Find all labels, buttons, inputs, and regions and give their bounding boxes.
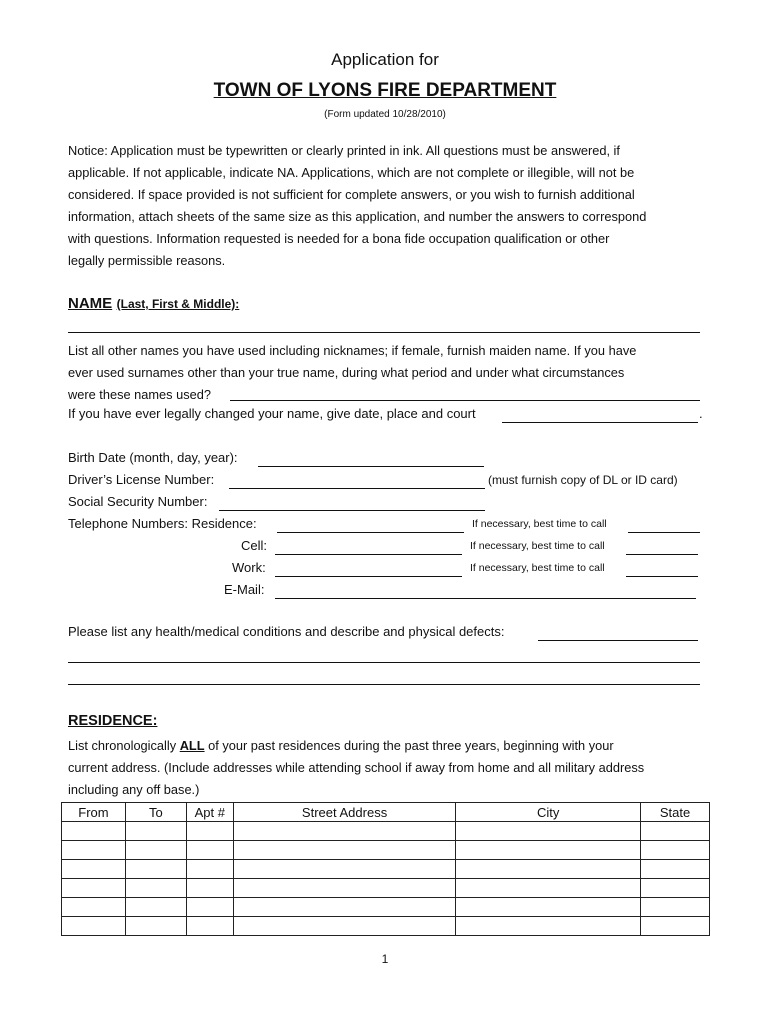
table-cell[interactable] <box>456 822 641 841</box>
column-header-apt: Apt # <box>186 803 233 822</box>
birth-date-label: Birth Date (month, day, year): <box>68 450 238 465</box>
ssn-label: Social Security Number: <box>68 494 208 509</box>
health-label: Please list any health/medical conditions and describe and physical defects: <box>68 624 505 639</box>
table-cell[interactable] <box>641 860 710 879</box>
pretitle: Application for <box>331 50 439 69</box>
dl-note: (must furnish copy of DL or ID card) <box>488 473 678 487</box>
health-line-3[interactable] <box>68 684 700 685</box>
notice-line: applicable. If not applicable, indicate NA. Applications, which are not complete or illegible, will not be <box>68 165 635 180</box>
ssn-field[interactable] <box>219 510 485 511</box>
residence-table <box>61 802 710 936</box>
table-cell[interactable] <box>186 860 233 879</box>
cell-best-time-field[interactable] <box>626 554 698 555</box>
table-cell[interactable] <box>641 822 710 841</box>
table-row <box>62 898 710 917</box>
intro-text: of your past residences during the past three years, beginning with your <box>204 738 614 753</box>
drivers-license-label: Driver’s License Number: <box>68 472 215 487</box>
table-cell[interactable] <box>456 898 641 917</box>
table-cell[interactable] <box>125 917 186 936</box>
table-cell[interactable] <box>233 822 456 841</box>
work-best-time-field[interactable] <box>626 576 698 577</box>
table-cell[interactable] <box>186 917 233 936</box>
intro-emphasis: ALL <box>179 738 205 753</box>
residence-intro-line: current address. (Include addresses while attending school if away from home and all military address <box>68 760 645 775</box>
table-cell[interactable] <box>641 841 710 860</box>
table-cell[interactable] <box>125 822 186 841</box>
health-line-2[interactable] <box>68 662 700 663</box>
telephone-label: Telephone Numbers: Residence: <box>68 516 257 531</box>
birth-date-field[interactable] <box>258 466 484 467</box>
table-row <box>62 879 710 898</box>
table-cell[interactable] <box>456 879 641 898</box>
table-cell[interactable] <box>186 898 233 917</box>
table-cell[interactable] <box>62 822 126 841</box>
best-time-label: If necessary, best time to call <box>472 518 607 530</box>
other-names-line: List all other names you have used including nicknames; if female, furnish maiden name. If you have <box>68 343 637 358</box>
other-names-paragraph <box>68 340 708 406</box>
table-cell[interactable] <box>233 879 456 898</box>
residence-heading: RESIDENCE: <box>68 713 158 729</box>
cell-label: Cell: <box>241 538 268 553</box>
page-title: TOWN OF LYONS FIRE DEPARTMENT <box>213 80 557 101</box>
table-cell[interactable] <box>125 898 186 917</box>
email-field[interactable] <box>275 598 696 599</box>
table-row <box>62 841 710 860</box>
table-cell[interactable] <box>233 841 456 860</box>
notice-paragraph <box>68 140 708 272</box>
table-row <box>62 822 710 841</box>
table-cell[interactable] <box>641 917 710 936</box>
table-cell[interactable] <box>62 917 126 936</box>
table-header-row <box>62 803 710 822</box>
changed-name-field[interactable] <box>502 422 698 423</box>
name-heading: NAME <box>68 295 113 312</box>
email-label: E-Mail: <box>224 582 265 597</box>
drivers-license-field[interactable] <box>229 488 485 489</box>
intro-text: List chronologically <box>68 738 180 753</box>
table-cell[interactable] <box>62 898 126 917</box>
notice-line: considered. If space provided is not sufficient for complete answers, or you wish to furnish additional <box>68 187 635 202</box>
table-cell[interactable] <box>125 841 186 860</box>
column-header-city: City <box>456 803 641 822</box>
column-header-street: Street Address <box>233 803 456 822</box>
other-names-line: were these names used? <box>68 387 211 402</box>
table-cell[interactable] <box>233 898 456 917</box>
table-cell[interactable] <box>186 822 233 841</box>
residence-phone-field[interactable] <box>277 532 464 533</box>
name-heading-row <box>68 295 239 313</box>
work-phone-field[interactable] <box>275 576 462 577</box>
table-cell[interactable] <box>186 879 233 898</box>
column-header-to: To <box>125 803 186 822</box>
changed-name-label: If you have ever legally changed your name, give date, place and court <box>68 406 476 421</box>
work-label: Work: <box>232 560 266 575</box>
health-field[interactable] <box>538 640 698 641</box>
notice-line: with questions. Information requested is needed for a bona fide occupation qualification or other <box>68 231 610 246</box>
table-cell[interactable] <box>186 841 233 860</box>
table-cell[interactable] <box>125 879 186 898</box>
table-cell[interactable] <box>641 898 710 917</box>
changed-name-period: . <box>699 406 703 421</box>
table-row <box>62 860 710 879</box>
table-cell[interactable] <box>233 917 456 936</box>
residence-intro-line <box>68 735 708 757</box>
table-cell[interactable] <box>641 879 710 898</box>
best-time-label: If necessary, best time to call <box>470 540 605 552</box>
residence-best-time-field[interactable] <box>628 532 700 533</box>
name-field[interactable] <box>68 332 700 333</box>
cell-phone-field[interactable] <box>275 554 462 555</box>
table-cell[interactable] <box>62 860 126 879</box>
best-time-label: If necessary, best time to call <box>470 562 605 574</box>
notice-line: legally permissible reasons. <box>68 253 226 268</box>
table-cell[interactable] <box>233 860 456 879</box>
table-cell[interactable] <box>456 860 641 879</box>
residence-intro <box>68 735 708 801</box>
table-cell[interactable] <box>125 860 186 879</box>
table-cell[interactable] <box>62 879 126 898</box>
column-header-state: State <box>641 803 710 822</box>
column-header-from: From <box>62 803 126 822</box>
other-names-line: ever used surnames other than your true name, during what period and under what circumstances <box>68 365 625 380</box>
table-row <box>62 917 710 936</box>
notice-line: Notice: Application must be typewritten or clearly printed in ink. All questions must be answered, if <box>68 143 620 158</box>
table-cell[interactable] <box>456 917 641 936</box>
notice-line: information, attach sheets of the same size as this application, and number the answers to correspond <box>68 209 647 224</box>
residence-intro-line: including any off base.) <box>68 782 200 797</box>
table-cell[interactable] <box>62 841 126 860</box>
page-number: 1 <box>381 952 389 966</box>
table-cell[interactable] <box>456 841 641 860</box>
name-subheading: (Last, First & Middle): <box>116 297 240 311</box>
other-names-field[interactable] <box>230 400 700 401</box>
form-updated: (Form updated 10/28/2010) <box>324 109 446 120</box>
